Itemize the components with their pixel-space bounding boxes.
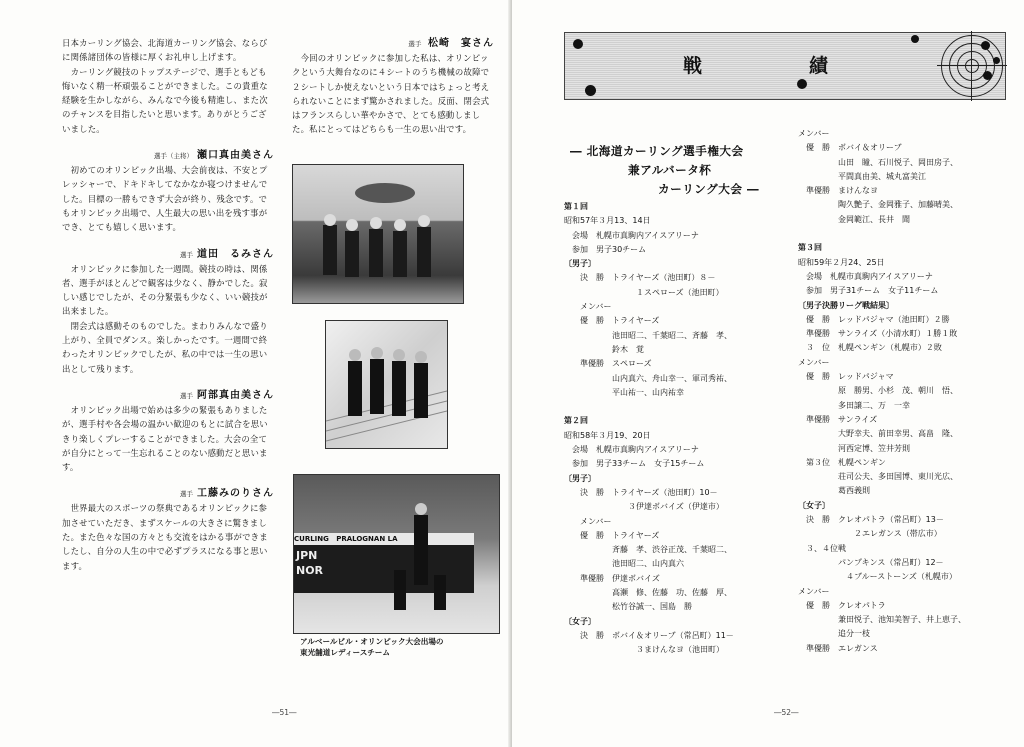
player-role: 選手 [180,490,193,499]
result-line: 山内真六、舟山幸一、軍司秀祐、 [564,373,732,383]
result-line: 原 勝男、小杉 茂、朝川 悟、 [798,386,958,396]
result-line: 松竹谷誠一、国島 勝 [564,602,692,612]
result-line: 参加 男子30チーム [564,244,647,254]
stone-dot [573,39,583,49]
result-line: 〔女子〕 [564,616,596,626]
result-line: 準優勝 エレガンス [798,643,878,653]
photo-caption: アルベールビル・オリンピック大会出場の 東光舗道レディースチーム [300,637,444,657]
right-page [512,0,1024,747]
result-line: 優 勝 レッドパジャマ [798,372,894,382]
result-line: 決 勝 ボバイ＆オリーブ（常呂町）11－ [564,630,734,640]
scoreboard-team1: JPN [296,549,318,562]
player-comment: オリンピックに参加した一週間。競技の時は、関係者、選手がほとんどで観客は少なく、静かでした。寂しい感じでしたが、その分緊張も少なく、いい競技が出来ました。 閉会式は感動そのものでした。まわりみんなで盛り上がり、全員でダンス。楽しかったです。一週間で終わったオリンピックでしたが、私の中では一生の思い出として残ります。 [62,263,268,374]
result-line: 参加 男子33チーム 女子15チーム [564,459,705,469]
page-number-51: ―51― [272,708,297,717]
player-comment-matsuzaki: 今回のオリンピックに参加した私は、オリンピックという大舞台なのに４シートのうち機械の故障で２シートしか使えないという日本ではちょっと考えられないことにまず驚かされました。反面、閉会式はフランスらしい華やかさで、とても感動しました。私にとってはどちらも一生の思い出です。 [292,53,490,135]
result-line: 決 勝 トライヤーズ（池田町）10－ [564,487,718,497]
result-line: 〔女子〕 [798,500,830,510]
result-line: 〔男子決勝リーグ戦結果〕 [798,300,894,310]
result-line: 池田昭二、山内真六 [564,559,684,569]
banner-char-sen: 戦 [683,55,705,77]
result-line: メンバー [564,516,612,526]
result-line: メンバー [798,586,830,596]
player-heading-matsuzaki: 選手 松崎 宴さん [408,38,494,49]
result-line: 昭和58年３月19、20日 [564,430,651,440]
result-line: 河西定博、笠井芳則 [798,443,910,453]
page-number-52: ―52― [774,708,799,717]
team-photo-stairs [325,320,448,449]
team-outdoor-figures [293,165,463,303]
result-line: 大野幸夫、前田幸男、高畠 隆、 [798,429,958,439]
team-stairs-figures [326,321,447,448]
result-line: 昭和59年２月24、25日 [798,257,885,267]
player-name: 道田 るみさん [197,248,274,260]
results-column-2 [798,127,1020,656]
stone-dot [911,35,919,43]
result-line: 準優勝 サンライズ（小清水町）１勝１敗 [798,329,958,339]
result-line: メンバー [798,357,830,367]
result-line: 決 勝 クレオパトラ（常呂町）13－ [798,515,944,525]
player-heading [62,386,274,401]
result-line: 鈴木 覚 [564,344,644,354]
banner-char-seki: 績 [809,55,831,77]
result-line: パンプキンス（常呂町）12－ [798,557,944,567]
result-line: メンバー [798,129,830,138]
result-line [564,400,796,414]
player-role: 選手 [180,250,193,259]
result-line: 池田昭二、千葉昭二、斉藤 孝、 [564,330,732,340]
result-line: 平間真由美、城丸富美江 [798,171,926,181]
tournament-title-line-3: カーリング大会 ― [658,182,760,196]
player-role: 選手 [180,391,193,400]
result-line: 準優勝 まけんなヨ [798,186,878,196]
intro-paragraph: 日本カーリング協会、北海道カーリング協会、ならびに関係諸団体の皆様に厚くお礼申し上げます。 カーリング競技のトップステージで、選手ともども悔いなく精一杯頑張ることができました。この貴重な経験を生かしながら、みんなで今後も精進し、また次のチャンスを目指したいと思います。ありがとうございました。 [62,38,268,134]
result-line: 〔男子〕 [564,473,596,483]
result-line: 昭和57年３月13、14日 [564,216,651,226]
left-column-1 [62,36,274,573]
result-line: 会場 札幌市真駒内アイスアリーナ [798,271,933,281]
result-line: 会場 札幌市真駒内アイスアリーナ [564,230,699,240]
result-line: 会場 札幌市真駒内アイスアリーナ [564,445,699,455]
result-line: 高瀬 修、佐藤 功、佐藤 厚、 [564,588,732,598]
team-photo-outdoor [292,164,464,304]
result-line: ３、４位戦 [798,543,846,553]
result-line: 斉藤 孝、渋谷正茂、千葉昭二、 [564,545,732,555]
result-line: 第２回 [564,416,588,426]
tournament-title-line-1: ― 北海道カーリング選手権大会 [570,144,744,158]
result-line: 準優勝 サンライズ [798,414,878,424]
player-heading [62,146,274,161]
result-line: 〔男子〕 [564,259,596,269]
result-line: 優 勝 クレオパトラ [798,600,886,610]
stone-dot [585,85,596,96]
house-target-icon [937,31,1007,101]
result-line: 第３位 札幌ペンギン [798,457,886,467]
result-line: 追分一枝 [798,629,870,639]
player-comments [62,146,274,573]
result-line: 兼田悦子、池知美智子、井上恵子、 [798,615,966,625]
arena-figures [294,475,499,633]
result-line: 葛西義則 [798,486,870,496]
result-line: ３ 位 札幌ペンギン（札幌市）２敗 [798,343,942,353]
player-name: 工藤みのりさん [197,488,274,500]
result-line: 決 勝 トライヤーズ（池田町）８－ [564,273,716,283]
result-line [798,227,1020,241]
player-comment: 世界最大のスポーツの祭典であるオリンピックに参加させていただき、まずスケールの大きさに驚きました。また色々な国の方々とも交流をはかる事ができましたし、自分の人生の中で必ずプラスになる事と思います。 [62,503,268,571]
player-comment: 初めてのオリンピック出場、大会前夜は、不安とプレッシャーで、ドキドキしてなかなか寝つけませんでした。目標の一勝もできず大会が終り、残念です。でもオリンピック出場で、人生最大の思い出を残す事ができ、とても嬉しく思います。 [62,165,268,233]
result-line: 金岡範江、長井 聞 [798,214,910,224]
scoreboard-team2: NOR [296,564,324,577]
result-line: 優 勝 レッドパジャマ（池田町）２勝 [798,314,950,324]
left-column-2 [292,30,494,137]
result-line: 多田譲二、万 一幸 [798,400,910,410]
team-photo-arena [293,474,500,634]
stone-dot [797,79,807,89]
result-line: 参加 男子31チーム 女子11チーム [798,286,939,296]
result-line: 陶久艶子、金岡雅子、加藤晴美、 [798,200,958,210]
player-name: 瀬口真由美さん [197,150,274,162]
result-line: 準優勝 スペローズ [564,359,652,369]
results-banner [564,32,1006,100]
result-line: 準優勝 伊達ボバイズ [564,573,660,583]
result-line: 山田 瞳、石川悦子、岡田房子、 [798,157,958,167]
player-heading [62,484,274,499]
player-heading [62,245,274,260]
result-line: 荘司公夫、多田国博、東川光広、 [798,472,958,482]
result-line: 優 勝 ボバイ＆オリーブ [798,143,902,153]
result-line: ２エレガンス（帯広市） [798,529,942,539]
result-line: 優 勝 トライヤーズ [564,530,660,540]
scoreboard-title-row: CURLING PRALOGNAN LA [294,533,474,545]
result-line: ４ブルーストーンズ（札幌市） [798,572,957,582]
result-line: 第３回 [798,243,822,253]
tournament-title-line-2: 兼アルバータ杯 [628,163,712,177]
result-line: ３伊達ボバイズ（伊達市） [564,502,724,512]
results-column-1 [564,200,796,658]
player-comment: オリンピック出場で始めは多少の緊張もありましたが、選手村や各会場の温かい歓迎のもとに試合を思いきり楽しくプレーすることができました。大会の全てが自分にとって一生忘れることのない感動だと思います。 [62,404,268,473]
player-role: 選手（主将） [154,152,193,161]
result-line: 優 勝 トライヤーズ [564,316,660,326]
result-line: １スペローズ（池田町） [564,287,724,297]
player-name: 阿部真由美さん [197,389,274,401]
result-line: 平山祐一、山内祐幸 [564,387,684,397]
result-line: 第１回 [564,202,588,211]
result-line: ３まけんなヨ（池田町） [564,645,724,655]
result-line: メンバー [564,302,612,312]
